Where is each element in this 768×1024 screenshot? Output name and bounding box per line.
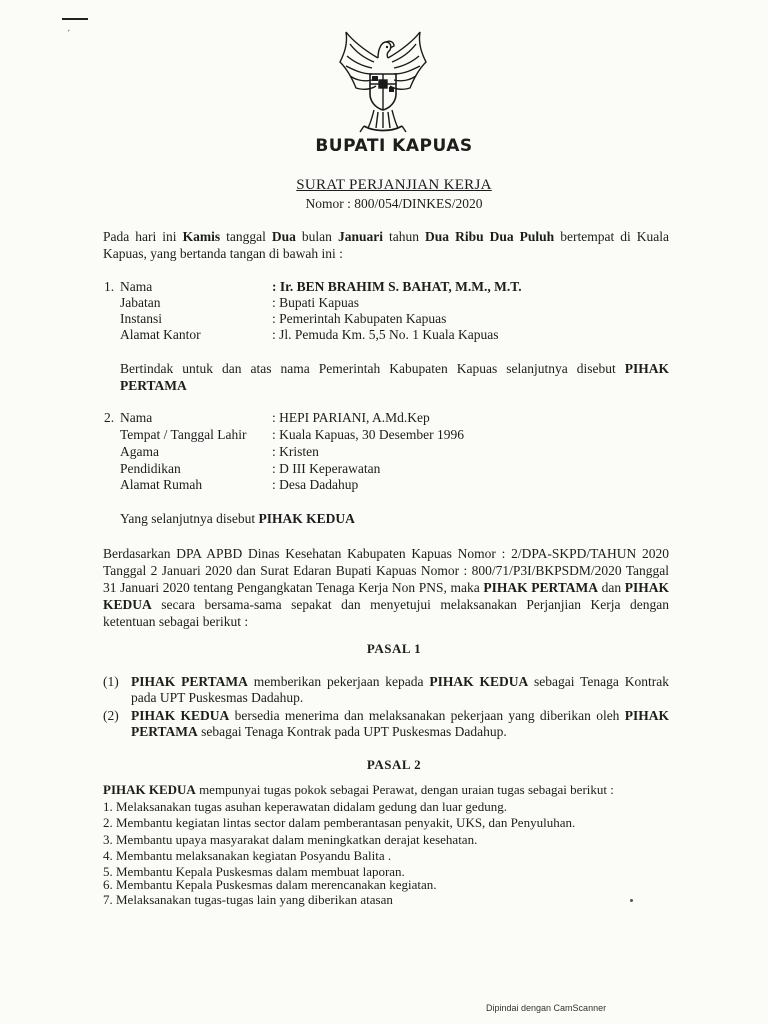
party-name: PIHAK PERTAMA bbox=[483, 580, 598, 595]
basis-paragraph bbox=[103, 545, 669, 630]
pasal2-heading: PASAL 2 bbox=[366, 757, 422, 772]
intro-text: tanggal bbox=[220, 229, 272, 244]
field-label: Pendidikan bbox=[120, 461, 181, 476]
intro-text: Pada hari ini bbox=[103, 229, 183, 244]
field-value: : Jl. Pemuda Km. 5,5 No. 1 Kuala Kapuas bbox=[272, 327, 499, 342]
field-value: : Pemerintah Kabupaten Kapuas bbox=[272, 311, 447, 326]
statement-text: Yang selanjutnya disebut bbox=[120, 511, 259, 526]
scan-artifact-line bbox=[62, 18, 88, 20]
field-value: : HEPI PARIANI, A.Md.Kep bbox=[272, 410, 430, 425]
intro-year: Dua Ribu Dua Puluh bbox=[425, 229, 555, 244]
party-name: PIHAK PERTAMA bbox=[131, 674, 248, 689]
intro-paragraph bbox=[103, 228, 669, 262]
basis-text: dan bbox=[597, 580, 625, 595]
field-value: : Kristen bbox=[272, 444, 319, 459]
document-number: Nomor : 800/054/DINKES/2020 bbox=[305, 196, 483, 211]
scan-artifact-mark: ˊ bbox=[66, 30, 71, 40]
field-value: : Kuala Kapuas, 30 Desember 1996 bbox=[272, 427, 464, 442]
field-label: Nama bbox=[120, 279, 153, 294]
field-value: : D III Keperawatan bbox=[272, 461, 381, 476]
party-name: PIHAK KEDUA bbox=[131, 708, 230, 723]
field-label: Tempat / Tanggal Lahir bbox=[120, 427, 247, 442]
item-number: (2) bbox=[103, 708, 119, 723]
header-title: BUPATI KAPUAS bbox=[315, 136, 473, 156]
item-text-part: sebagai Tenaga Kontrak pada UPT Puskesmas Dadahup. bbox=[197, 724, 507, 739]
field-label: Alamat Rumah bbox=[120, 477, 203, 492]
field-value: : Ir. BEN BRAHIM S. BAHAT, M.M., M.T. bbox=[272, 279, 522, 294]
item-text-part: bersedia menerima dan melaksanakan pekerjaan yang diberikan oleh bbox=[229, 708, 625, 723]
field-label: Alamat Kantor bbox=[120, 327, 201, 342]
party2-number: 2. bbox=[104, 410, 115, 425]
intro-date: Dua bbox=[271, 229, 296, 244]
task-item: 3. Membantu upaya masyarakat dalam meningkatkan derajat kesehatan. bbox=[103, 832, 478, 847]
party-name: PIHAK PERTAMA bbox=[120, 361, 669, 393]
pasal1-item bbox=[103, 674, 669, 708]
field-value: : Bupati Kapuas bbox=[272, 295, 359, 310]
task-item: 7. Melaksanakan tugas-tugas lain yang diberikan atasan bbox=[103, 892, 393, 907]
intro-text: bertempat di Kuala Kapuas, yang bertanda tangan di bawah ini : bbox=[103, 229, 669, 261]
field-label: Instansi bbox=[120, 311, 162, 326]
party-name: PIHAK PERTAMA bbox=[131, 708, 669, 739]
party-name: PIHAK KEDUA bbox=[258, 511, 355, 526]
basis-text: Berdasarkan DPA APBD Dinas Kesehatan Kabupaten Kapuas Nomor : 2/DPA-SKPD/TAHUN 2020 Tanggal 2 Januari 2020 dan Surat Edaran Bupati Kapuas Nomor : 800/71/P3I/BKPSDM/2020 Tanggal 31 Januari 2020 tentang Pengangkatan Tenaga Kerja Non PNS, maka bbox=[103, 546, 669, 595]
lead-text: mempunyai tugas pokok sebagai Perawat, dengan uraian tugas sebagai berikut : bbox=[195, 782, 614, 797]
intro-month: Januari bbox=[337, 229, 383, 244]
item-number: (1) bbox=[103, 674, 119, 689]
statement-text: Bertindak untuk dan atas nama Pemerintah Kabupaten Kapuas selanjutnya disebut bbox=[120, 361, 625, 376]
task-item: 5. Membantu Kepala Puskesmas dalam membuat laporan. bbox=[103, 864, 405, 879]
pasal1-heading: PASAL 1 bbox=[366, 641, 422, 656]
task-item: 6. Membantu Kepala Puskesmas dalam merencanakan kegiatan. bbox=[103, 877, 437, 892]
item-text-part: memberikan pekerjaan kepada bbox=[247, 674, 430, 689]
scanner-watermark: Dipindai dengan CamScanner bbox=[486, 1003, 607, 1013]
field-label: Agama bbox=[120, 444, 159, 459]
task-item: 4. Membantu melaksanakan kegiatan Posyandu Balita . bbox=[103, 848, 392, 863]
party1-number: 1. bbox=[104, 279, 115, 294]
item-text-part: sebagai Tenaga Kontrak pada UPT Puskesmas Dadahup. bbox=[131, 674, 669, 705]
basis-text: secara bersama-sama sepakat dan menyetujui melaksanakan Perjanjian Kerja dengan ketentuan sebagai berikut : bbox=[103, 597, 669, 629]
party-name: PIHAK KEDUA bbox=[103, 580, 669, 612]
scan-artifact-dot bbox=[630, 899, 633, 902]
task-item: 1. Melaksanakan tugas asuhan keperawatan didalam gedung dan luar gedung. bbox=[103, 799, 507, 814]
item-text bbox=[131, 708, 669, 740]
intro-text: tahun bbox=[382, 229, 426, 244]
party2-statement bbox=[120, 510, 669, 527]
item-text bbox=[131, 674, 669, 706]
party-name: PIHAK KEDUA bbox=[103, 782, 196, 797]
party-name: PIHAK KEDUA bbox=[429, 674, 529, 689]
party1-statement bbox=[120, 360, 669, 394]
intro-day: Kamis bbox=[182, 229, 221, 244]
document-title: SURAT PERJANJIAN KERJA bbox=[296, 177, 492, 193]
field-label: Nama bbox=[120, 410, 153, 425]
pasal1-item bbox=[103, 708, 669, 742]
field-value: : Desa Dadahup bbox=[272, 477, 359, 492]
task-item: 2. Membantu kegiatan lintas sector dalam pemberantasan penyakit, UKS, dan Penyuluhan. bbox=[103, 815, 576, 830]
garuda-emblem-icon bbox=[334, 28, 432, 136]
field-label: Jabatan bbox=[120, 295, 161, 310]
intro-text: bulan bbox=[295, 229, 338, 244]
pasal2-lead bbox=[103, 781, 669, 798]
